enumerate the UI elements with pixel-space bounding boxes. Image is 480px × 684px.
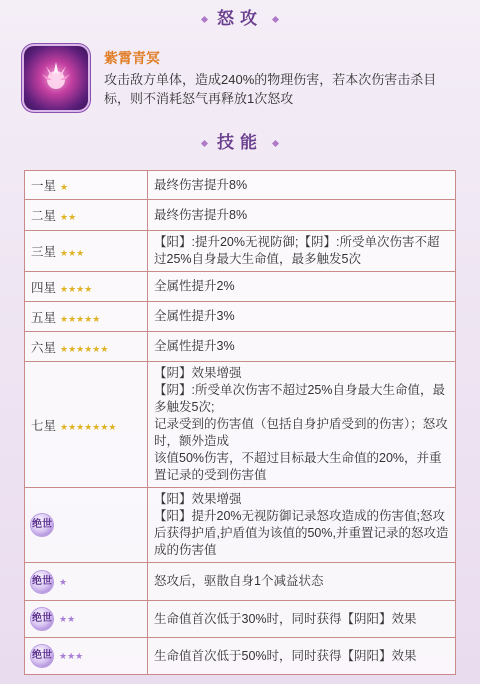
star-level-label: 五星 (31, 310, 57, 325)
skill-name: 紫霄青冥 (104, 50, 160, 66)
diamond-icon (272, 16, 279, 23)
table-row (25, 272, 456, 302)
table-row (25, 601, 456, 638)
table-row (25, 302, 456, 332)
star-level-label: 四星 (31, 280, 57, 295)
table-row (25, 200, 456, 231)
star-level-label: 七星 (31, 418, 57, 433)
skill-effect: 最终伤害提升8% (148, 200, 456, 231)
table-row (25, 362, 456, 488)
skill-effect: 生命值首次低于50%时，同时获得【阴阳】效果 (148, 638, 456, 675)
star-level-label: 三星 (31, 245, 57, 259)
skill-effect: 怒攻后，驱散自身1个减益状态 (148, 563, 456, 601)
star-icon: ★ (60, 182, 69, 192)
table-row (25, 171, 456, 200)
skill-description: 攻击敌方单体，造成240%的物理伤害，若本次伤害击杀目标，则不消耗怒气再释放1次怒攻 (104, 72, 437, 106)
star-level-label: 一星 (31, 179, 57, 193)
rage-skill-card (24, 44, 464, 114)
table-row (25, 563, 456, 601)
star-icon: ★★★ (59, 651, 84, 662)
rage-section-title: 怒攻 (0, 4, 480, 29)
skill-effect: 最终伤害提升8% (148, 171, 456, 200)
star-icon: ★ (59, 576, 68, 587)
table-row (25, 488, 456, 563)
skill-effect: 全属性提升2% (148, 272, 456, 302)
diamond-icon (272, 140, 279, 147)
star-icon: ★★★★ (60, 283, 93, 294)
table-row (25, 231, 456, 272)
skill-effect: 全属性提升3% (148, 332, 456, 362)
skill-effect: 【阳】:提升20%无视防御;【阴】:所受单次伤害不超过25%自身最大生命值，最多触发5次 (148, 231, 456, 272)
skills-table (24, 170, 456, 675)
skill-effect: 全属性提升3% (148, 302, 456, 332)
star-icon: ★★ (60, 212, 77, 222)
skill-section-title: 技能 (0, 128, 480, 153)
star-icon: ★★★★★★ (60, 343, 109, 354)
unique-badge-icon: 绝世 (31, 608, 53, 630)
diamond-icon (201, 16, 208, 23)
diamond-icon (201, 140, 208, 147)
unique-badge-icon: 绝世 (31, 645, 53, 667)
star-level-label: 二星 (31, 209, 57, 223)
star-level-label: 六星 (31, 340, 57, 355)
unique-badge-icon: 绝世 (31, 571, 53, 593)
skill-effect: 【阳】效果增强 【阳】提升20%无视防御记录怒攻造成的伤害值;怒攻后获得护盾,护盾值为该值的50%,并重置记录的怒攻造成的伤害值 (148, 488, 456, 563)
skill-effect: 生命值首次低于30%时，同时获得【阴阳】效果 (148, 601, 456, 638)
table-row (25, 638, 456, 675)
purple-burst-icon[interactable] (24, 46, 88, 110)
star-icon: ★★★ (60, 248, 85, 258)
star-icon: ★★★★★★★ (60, 421, 117, 432)
skill-effect: 【阴】效果增强 【阴】:所受单次伤害不超过25%自身最大生命值，最多触发5次; 记录受到的伤害值（包括自身护盾受到的伤害）；怒攻时，额外造成 该值50%伤害，不超过目标最大生命值的20%，并重置记录的受到伤害值 (148, 362, 456, 488)
star-icon: ★★★★★ (60, 313, 101, 324)
table-row (25, 332, 456, 362)
unique-badge-icon: 绝世 (31, 514, 53, 536)
star-icon: ★★ (59, 614, 76, 625)
